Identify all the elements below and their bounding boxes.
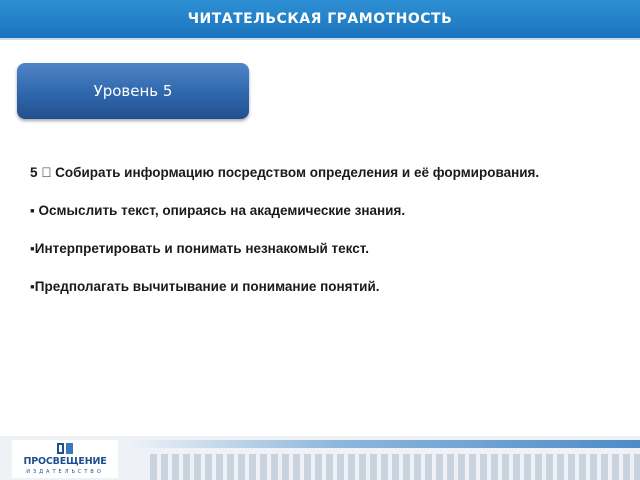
content-list [30,164,630,296]
content-line: ▪Предполагать вычитывание и понимание понятий. [30,279,380,294]
decorative-band [130,440,640,448]
page-title: ЧИТАТЕЛЬСКАЯ ГРАМОТНОСТЬ [187,11,453,27]
content-line: ▪Интерпретировать и понимать незнакомый текст. [30,241,369,256]
footer-bar [0,436,640,480]
level-label: Уровень 5 [93,82,173,100]
content-line: 5 Собирать информацию посредством определения и её формирования. [30,165,526,180]
logo-name: ПРОСВЕЩЕНИЕ [23,456,107,467]
logo-subtitle: ИЗДАТЕЛЬСТВО [26,469,104,475]
publisher-logo [12,440,118,478]
header-bar [0,0,640,40]
content-line: ▪ Осмыслить текст, опираясь на академические знания. [30,203,406,218]
decorative-stripes [150,454,640,480]
logo-mark-icon [55,442,75,455]
level-badge [17,63,249,119]
